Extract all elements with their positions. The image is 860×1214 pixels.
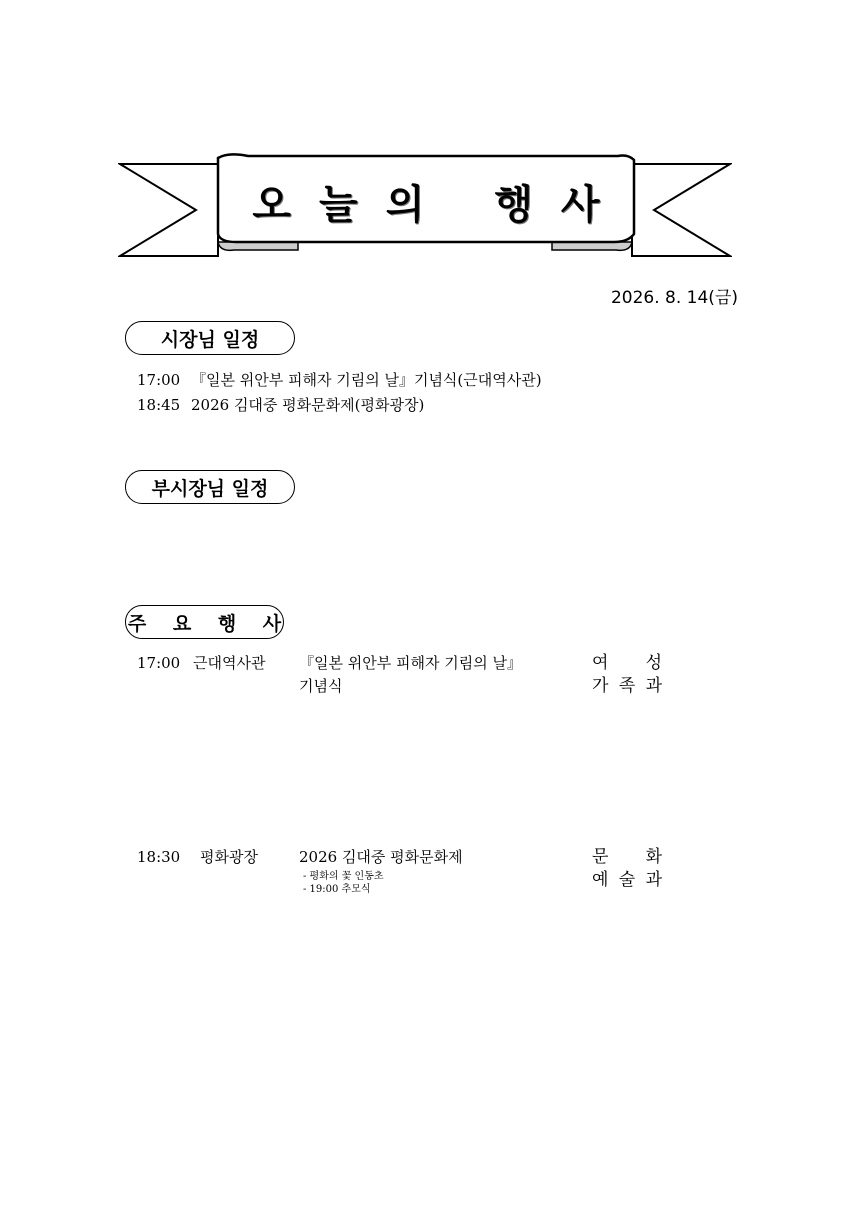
date-label: 2026. 8. 14(금) — [610, 288, 738, 308]
event-title: 2026 김대중 평화문화제 — [299, 848, 463, 866]
event-place: 근대역사관 — [193, 654, 266, 672]
section-heading-events: 주 요 행 사 — [125, 605, 284, 639]
event-place: 평화광장 — [200, 848, 258, 866]
event-detail: - 평화의 꽃 인동초 — [303, 871, 384, 882]
mayor-item-text: 2026 김대중 평화문화제(평화광장) — [191, 396, 425, 414]
event-title-continued: 기념식 — [299, 677, 343, 695]
section-heading-mayor: 시장님 일정 — [125, 321, 295, 355]
mayor-item-time: 18:45 — [137, 396, 181, 414]
section-heading-vice-mayor: 부시장님 일정 — [125, 470, 295, 504]
event-detail: - 19:00 추모식 — [303, 884, 371, 895]
banner-title: 오늘의 행사 — [252, 181, 628, 228]
event-department: 가 족 과 — [592, 676, 662, 696]
event-time: 17:00 — [137, 654, 181, 672]
mayor-item-text: 『일본 위안부 피해자 기림의 날』기념식(근대역사관) — [191, 371, 542, 389]
event-department: 예 술 과 — [592, 870, 662, 890]
event-department: 문 화 — [592, 847, 662, 867]
mayor-item-time: 17:00 — [137, 371, 181, 389]
event-title: 『일본 위안부 피해자 기림의 날』 — [299, 654, 522, 672]
event-time: 18:30 — [137, 848, 181, 866]
event-department: 여 성 — [592, 653, 662, 673]
